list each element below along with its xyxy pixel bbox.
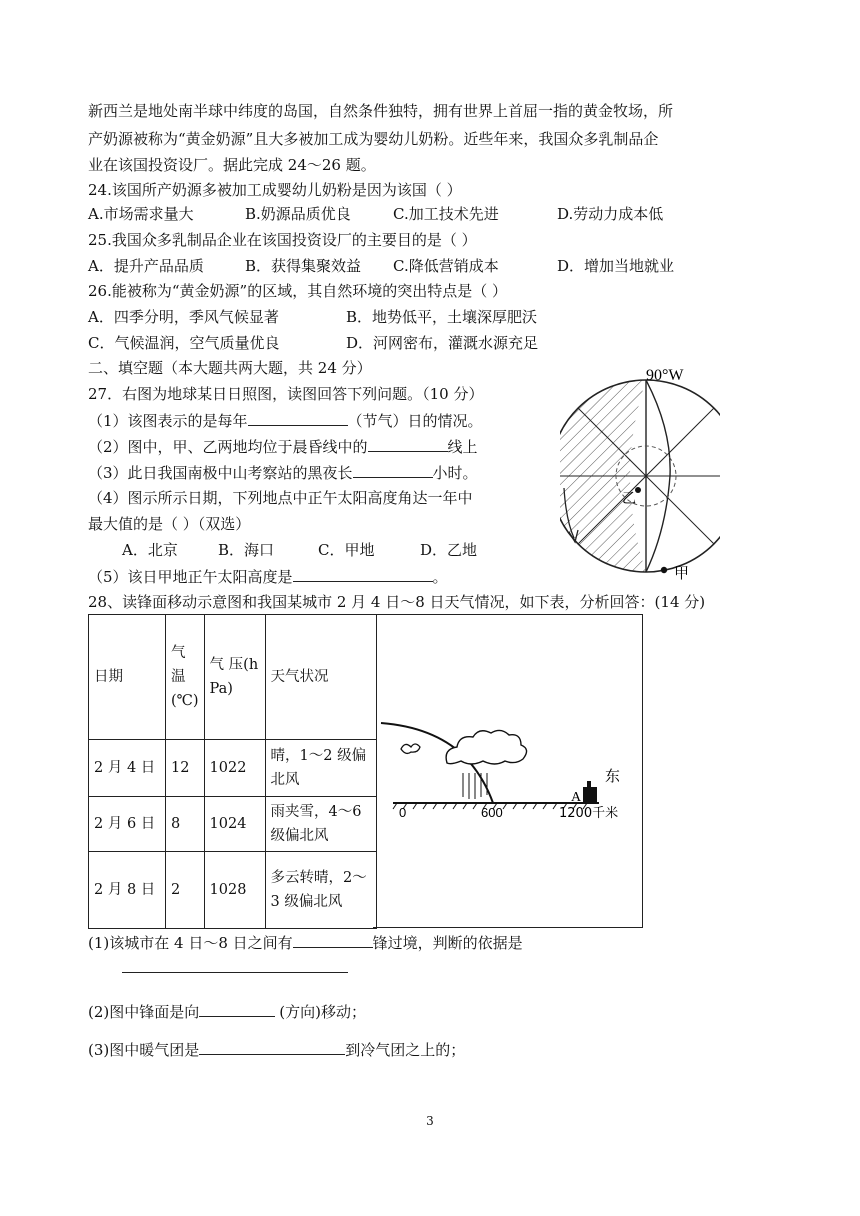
q27-sub3-blank[interactable] xyxy=(353,462,433,478)
intro-line-1: 新西兰是地处南半球中纬度的岛国，自然条件独特，拥有世界上首屈一指的黄金牧场，所 xyxy=(88,102,674,120)
small-cloud-icon xyxy=(401,744,420,753)
table-row xyxy=(89,797,377,852)
header-pressure: 气 压(hPa) xyxy=(204,615,265,740)
q24-option-b: B.奶源品质优良 xyxy=(245,205,351,223)
q27-sub3 xyxy=(88,462,478,483)
q27-sub1-text-b: （节气）日的情况。 xyxy=(347,412,483,430)
point-jia-dot xyxy=(661,567,667,573)
q24-option-d: D.劳动力成本低 xyxy=(557,205,664,223)
q27-sub4-line2: 最大值的是（ ）（双选） xyxy=(88,515,251,533)
cell-weather: 多云转晴，2～3 级偏北风 xyxy=(265,852,376,929)
q28-sub3-blank[interactable] xyxy=(199,1039,345,1055)
q28-sub2 xyxy=(88,1001,366,1022)
q27-sub3-text-b: 小时。 xyxy=(432,464,478,482)
cell-temp: 8 xyxy=(166,797,205,852)
q28-sub3-text-b: 到冷气团之上的； xyxy=(345,1041,466,1059)
header-date: 日期 xyxy=(89,615,166,740)
cell-pressure: 1022 xyxy=(204,740,265,797)
q27-sub3-text-a: （3）此日我国南极中山考察站的黑夜长 xyxy=(88,464,353,482)
earth-illumination-diagram xyxy=(560,360,720,585)
q27-sub1 xyxy=(88,410,483,431)
q27-option-a: A．北京 xyxy=(122,541,178,559)
tick-label-0: 0 xyxy=(399,805,407,820)
q28-sub1-answer-line[interactable] xyxy=(122,972,348,973)
q27-sub1-text-a: （1）该图表示的是每年 xyxy=(88,412,248,430)
front-diagram-cell xyxy=(373,614,643,928)
point-a-label: A xyxy=(571,790,582,805)
q27-sub2 xyxy=(88,436,478,457)
q24-stem: 24.该国所产奶源多被加工成婴幼儿奶粉是因为该国（ ） xyxy=(88,181,462,199)
cell-temp: 12 xyxy=(166,740,205,797)
q28-sub2-text-a: (2)图中锋面是向 xyxy=(88,1003,200,1021)
q28-sub2-blank[interactable] xyxy=(199,1001,275,1017)
q28-sub1-text-a: (1)该城市在 4 日～8 日之间有 xyxy=(88,934,293,952)
q27-sub2-text-b: 线上 xyxy=(447,438,478,456)
q28-sub3 xyxy=(88,1039,465,1060)
point-yi-label: 乙 xyxy=(622,491,636,507)
tick-label-600: 600 xyxy=(481,805,503,820)
q27-sub4-line1: （4）图示所示日期，下列地点中正午太阳高度角达一年中 xyxy=(88,489,473,507)
header-temp: 气温(℃) xyxy=(166,615,205,740)
q27-sub5 xyxy=(88,566,448,587)
q27-sub1-blank[interactable] xyxy=(248,410,348,426)
rain-icon xyxy=(463,773,487,799)
q27-sub2-blank[interactable] xyxy=(368,436,448,452)
cell-date: 2 月 6 日 xyxy=(89,797,166,852)
tick-label-1200: 1200千米 xyxy=(559,806,619,821)
q28-stem: 28、读锋面移动示意图和我国某城市 2 月 4 日～8 日天气情况，如下表，分析回答：(14 分) xyxy=(88,593,706,611)
q27-sub5-text-a: （5）该日甲地正午太阳高度是 xyxy=(88,568,293,586)
q28-sub2-text-b: (方向)移动； xyxy=(279,1003,366,1021)
q28-sub3-text-a: (3)图中暖气团是 xyxy=(88,1041,200,1059)
q27-stem: 27．右图为地球某日日照图，读图回答下列问题。（10 分） xyxy=(88,385,484,403)
q27-sub5-text-b: 。 xyxy=(432,568,448,586)
section2-heading: 二、填空题（本大题共两大题，共 24 分） xyxy=(88,359,372,377)
q26-option-b: B．地势低平，土壤深厚肥沃 xyxy=(346,308,538,326)
q25-option-a: A．提升产品品质 xyxy=(88,257,204,275)
q25-option-c: C.降低营销成本 xyxy=(393,257,499,275)
weather-table xyxy=(88,614,377,929)
q26-option-d: D．河网密布，灌溉水源充足 xyxy=(346,334,539,352)
q26-option-a: A．四季分明，季风气候显著 xyxy=(88,308,279,326)
q27-option-d: D．乙地 xyxy=(420,541,478,559)
intro-line-3: 业在该国投资设厂。据此完成 24～26 题。 xyxy=(88,156,376,174)
q27-option-b: B．海口 xyxy=(218,541,275,559)
city-building-icon xyxy=(583,787,597,803)
cell-weather: 雨夹雪，4～6 级偏北风 xyxy=(265,797,376,852)
intro-line-2: 产奶源被称为“黄金奶源”且大多被加工成为婴幼儿奶粉。近些年来，我国众多乳制品企 xyxy=(88,130,659,148)
table-row xyxy=(89,852,377,929)
q27-sub5-blank[interactable] xyxy=(293,566,433,582)
point-jia-label: 甲 xyxy=(674,564,690,582)
cell-date: 2 月 8 日 xyxy=(89,852,166,929)
q24-option-a: A.市场需求量大 xyxy=(88,205,194,223)
q26-stem: 26.能被称为“黄金奶源”的区域，其自然环境的突出特点是（ ） xyxy=(88,282,507,300)
q28-sub1-blank[interactable] xyxy=(293,932,373,948)
q26-option-c: C．气候温润，空气质量优良 xyxy=(88,334,280,352)
header-weather: 天气状况 xyxy=(265,615,376,740)
meridian-label: 90°W xyxy=(646,367,684,384)
q25-option-d: D．增加当地就业 xyxy=(557,257,675,275)
cell-temp: 2 xyxy=(166,852,205,929)
q25-stem: 25.我国众多乳制品企业在该国投资设厂的主要目的是（ ） xyxy=(88,231,477,249)
cell-date: 2 月 4 日 xyxy=(89,740,166,797)
q28-sub1 xyxy=(88,932,523,953)
q27-sub2-text-a: （2）图中，甲、乙两地均位于晨昏线中的 xyxy=(88,438,368,456)
rain-cloud-icon xyxy=(446,730,526,764)
front-movement-diagram xyxy=(373,615,641,927)
cell-weather: 晴，1～2 级偏北风 xyxy=(265,740,376,797)
q25-option-b: B．获得集聚效益 xyxy=(245,257,362,275)
table-row xyxy=(89,740,377,797)
cell-pressure: 1024 xyxy=(204,797,265,852)
east-label: 东 xyxy=(605,767,621,785)
cell-pressure: 1028 xyxy=(204,852,265,929)
q24-option-c: C.加工技术先进 xyxy=(393,205,499,223)
q28-sub1-text-b: 锋过境，判断的依据是 xyxy=(372,934,523,952)
q27-option-c: C．甲地 xyxy=(318,541,375,559)
page-number: 3 xyxy=(426,1114,434,1128)
